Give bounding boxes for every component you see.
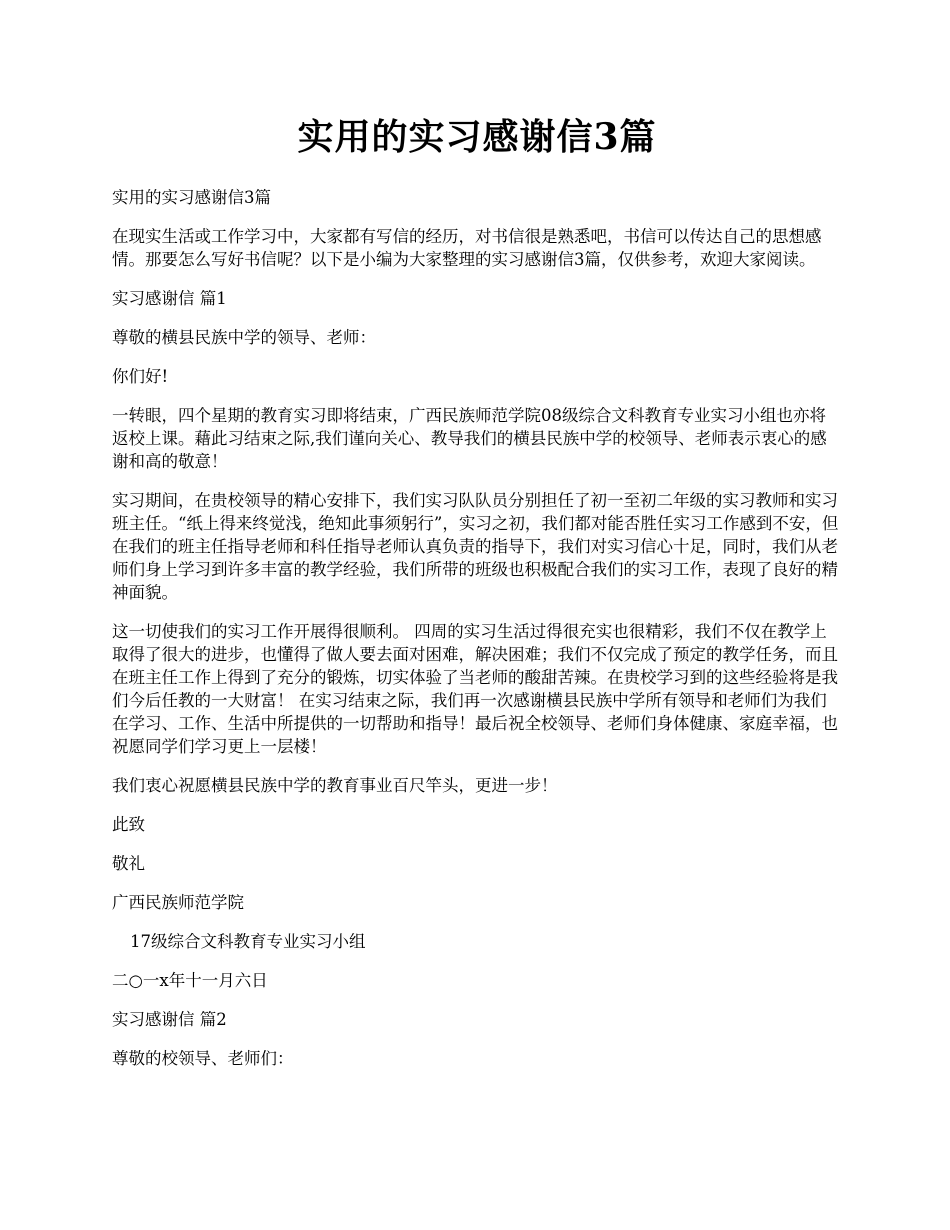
document-page — [112, 108, 842, 1086]
letter-1-salutation: 尊敬的横县民族中学的领导、老师： — [112, 328, 376, 347]
letter-1-closing-wish: 我们衷心祝愿横县民族中学的教育事业百尺竿头，更进一步！ — [112, 776, 558, 795]
letter-1-regards: 敬礼 — [112, 854, 145, 873]
letter-2-salutation: 尊敬的校领导、老师们： — [112, 1049, 294, 1068]
doc-subtitle: 实用的实习感谢信3篇 — [112, 188, 271, 207]
letter-2-heading: 实习感谢信 篇2 — [112, 1010, 227, 1029]
letter-1-body-paragraph: 这一切使我们的实习工作开展得很顺利。 四周的实习生活过得很充实也很精彩，我们不仅在教学上取得了很大的进步，也懂得了做人要去面对困难，解决困难；我们不仅完成了预定的教学任务，而且在班主任工作上得到了充分的锻炼，切实体验了当老师的酸甜苦辣。在贵校学习到的这些经验将是我们今后任教的一大财富！ 在实习结束之际，我们再一次感谢横县民族中学所有领导和老师们为我们在学习、工作、生活中所提供的一切帮助和指导！最后祝全校领导、老师们身体健康、家庭幸福，也祝愿同学们学习更上一层楼！ — [112, 622, 838, 756]
document-title: 实用的实习感谢信3篇 — [297, 116, 657, 158]
letter-1-signature-school: 广西民族师范学院 — [112, 893, 244, 912]
letter-1-greeting: 你们好! — [112, 367, 169, 386]
letter-1-date: 二○一x年十一月六日 — [112, 971, 268, 990]
letter-1-signature-group: 17级综合文科教育专业实习小组 — [130, 932, 366, 951]
letter-1-body-paragraph: 实习期间，在贵校领导的精心安排下，我们实习队队员分别担任了初一至初二年级的实习教师和实习班主任。“纸上得来终觉浅，绝知此事须躬行”，实习之初，我们都对能否胜任实习工作感到不安，但在我们的班主任指导老师和科任指导老师认真负责的指导下，我们对实习信心十足，同时，我们从老师们身上学习到许多丰富的教学经验，我们所带的班级也积极配合我们的实习工作，表现了良好的精神面貌。 — [112, 491, 839, 602]
letter-1-body-paragraph: 一转眼，四个星期的教育实习即将结束，广西民族师范学院08级综合文科教育专业实习小组也亦将返校上课。藉此习结束之际,我们谨向关心、教导我们的横县民族中学的校领导、老师表示衷心的感谢和高的敬意！ — [112, 406, 827, 471]
letter-1-closing: 此致 — [112, 815, 145, 834]
letter-1-heading: 实习感谢信 篇1 — [112, 289, 227, 308]
intro-paragraph: 在现实生活或工作学习中，大家都有写信的经历，对书信很是熟悉吧，书信可以传达自己的思想感情。那要怎么写好书信呢？以下是小编为大家整理的实习感谢信3篇，仅供参考，欢迎大家阅读。 — [112, 227, 822, 269]
